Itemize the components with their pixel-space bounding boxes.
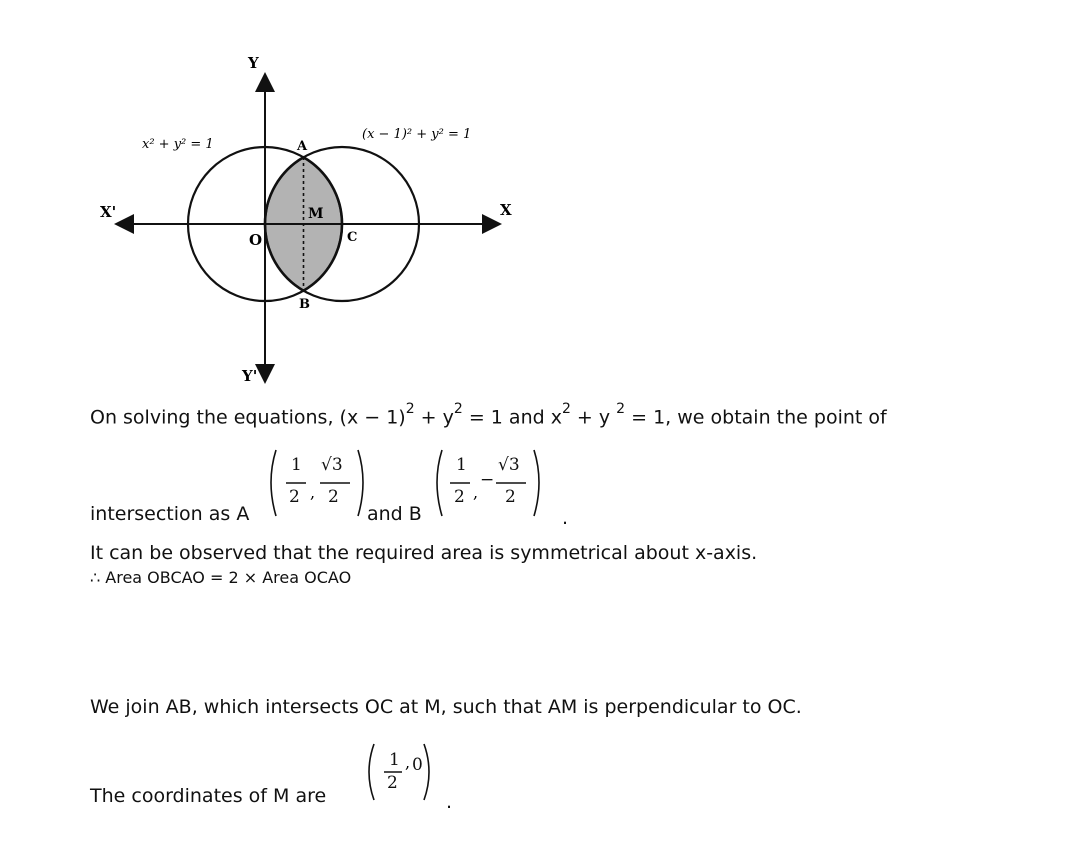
label-y: Y <box>248 54 259 72</box>
label-x-neg: X' <box>100 203 117 221</box>
label-a: A <box>297 139 308 154</box>
line1-prefix: On solving the equations, (x − 1) <box>90 406 406 429</box>
equation-right-circle: (x − 1)² + y² = 1 <box>362 127 472 142</box>
m-den: 2 <box>387 773 398 793</box>
a-num2: √3 <box>321 455 343 475</box>
equation-left-circle: x² + y² = 1 <box>142 137 214 152</box>
label-o: O <box>249 231 263 249</box>
label-x: X <box>500 201 512 219</box>
b-comma: , <box>473 483 479 502</box>
m-second: 0 <box>412 755 423 775</box>
label-y-neg: Y' <box>242 367 258 385</box>
a-den2: 2 <box>328 487 339 507</box>
area-relation: ∴ Area OBCAO = 2 × Area OCAO <box>90 568 352 587</box>
a-comma: , <box>310 483 316 502</box>
exp-1: 2 <box>405 401 415 417</box>
a-num1: 1 <box>291 455 302 475</box>
line1-part3: = 1 and x <box>462 406 562 429</box>
line1-suffix: = 1, we obtain the point of <box>625 406 887 429</box>
b-den2: 2 <box>505 487 516 507</box>
symmetry-statement: It can be observed that the required area is symmetrical about x-axis. <box>90 542 758 564</box>
coordinates-of-m-text: The coordinates of M are <box>90 785 327 807</box>
m-num: 1 <box>389 750 400 770</box>
a-den1: 2 <box>289 487 300 507</box>
line6-period: . <box>446 791 453 813</box>
m-comma: , <box>405 753 411 772</box>
intersection-figure <box>0 0 620 400</box>
line1-part2: + y <box>414 406 454 429</box>
exp-3: 2 <box>561 401 571 417</box>
label-c: C <box>347 230 358 245</box>
join-ab-statement: We join AB, which intersects OC at M, such that AM is perpendicular to OC. <box>90 696 802 718</box>
and-b-text: and B <box>367 503 422 525</box>
b-num1: 1 <box>456 455 467 475</box>
label-m: M <box>308 206 324 222</box>
exp-4: 2 <box>616 401 626 417</box>
solve-equations-line <box>90 401 887 429</box>
b-num2: √3 <box>498 455 520 475</box>
b-minus: − <box>480 470 495 490</box>
point-m-coordinates <box>360 738 440 806</box>
b-den1: 2 <box>454 487 465 507</box>
intersection-prefix: intersection as A <box>90 503 250 525</box>
line2-period: . <box>562 507 569 529</box>
exp-2: 2 <box>453 401 463 417</box>
label-b: B <box>299 297 310 312</box>
line1-part4: + y <box>570 406 617 429</box>
point-a-coordinates <box>262 442 372 524</box>
